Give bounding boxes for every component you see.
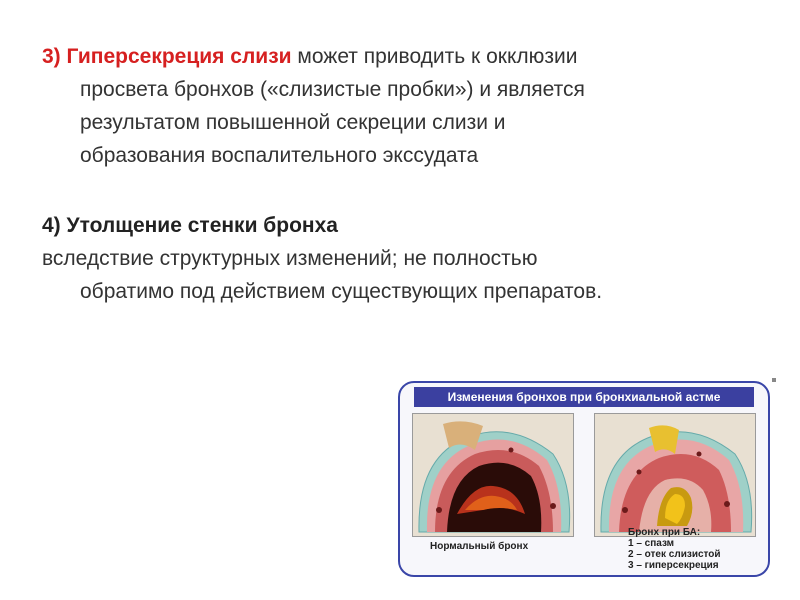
paragraph-wall-thickening: [42, 209, 762, 308]
hypersecretion-heading: 3) Гиперсекреция слизи: [42, 45, 292, 68]
asthma-bronchus-illustration: [595, 414, 756, 537]
wall-thickening-text: [42, 242, 762, 308]
paragraph-hypersecretion: [42, 40, 762, 172]
asthma-caption-item-3: 3 – гиперсекреция: [628, 560, 719, 571]
hypersecretion-line-4: образования воспалительного экссудата: [80, 144, 479, 167]
wall-thickening-line-2: обратимо под действием существующих препаратов.: [80, 280, 603, 303]
asthma-bronchus-caption: [628, 527, 721, 571]
normal-bronchus-image: [412, 413, 574, 537]
hypersecretion-line-2: просвета бронхов («слизистые пробки») и является: [80, 78, 585, 101]
asthma-bronchus-image: [594, 413, 756, 537]
asthma-caption-item-1: 1 – спазм: [628, 538, 675, 549]
hypersecretion-line-3: результатом повышенной секреции слизи и: [80, 111, 506, 134]
figure-title: Изменения бронхов при бронхиальной астме: [414, 387, 754, 407]
asthma-caption-item-2: 2 – отек слизистой: [628, 549, 721, 560]
corner-mark: [772, 378, 776, 382]
bronchi-figure: [398, 381, 770, 577]
slide-body: [42, 40, 762, 308]
normal-bronchus-illustration: [413, 414, 574, 537]
normal-bronchus-caption: Нормальный бронх: [430, 541, 529, 552]
hypersecretion-line-1: может приводить к окклюзии: [291, 45, 578, 68]
wall-thickening-line-1: вследствие структурных изменений; не полностью: [42, 247, 538, 270]
asthma-caption-heading: Бронх при БА:: [628, 527, 701, 538]
wall-thickening-heading: 4) Утолщение стенки бронха: [42, 214, 338, 237]
